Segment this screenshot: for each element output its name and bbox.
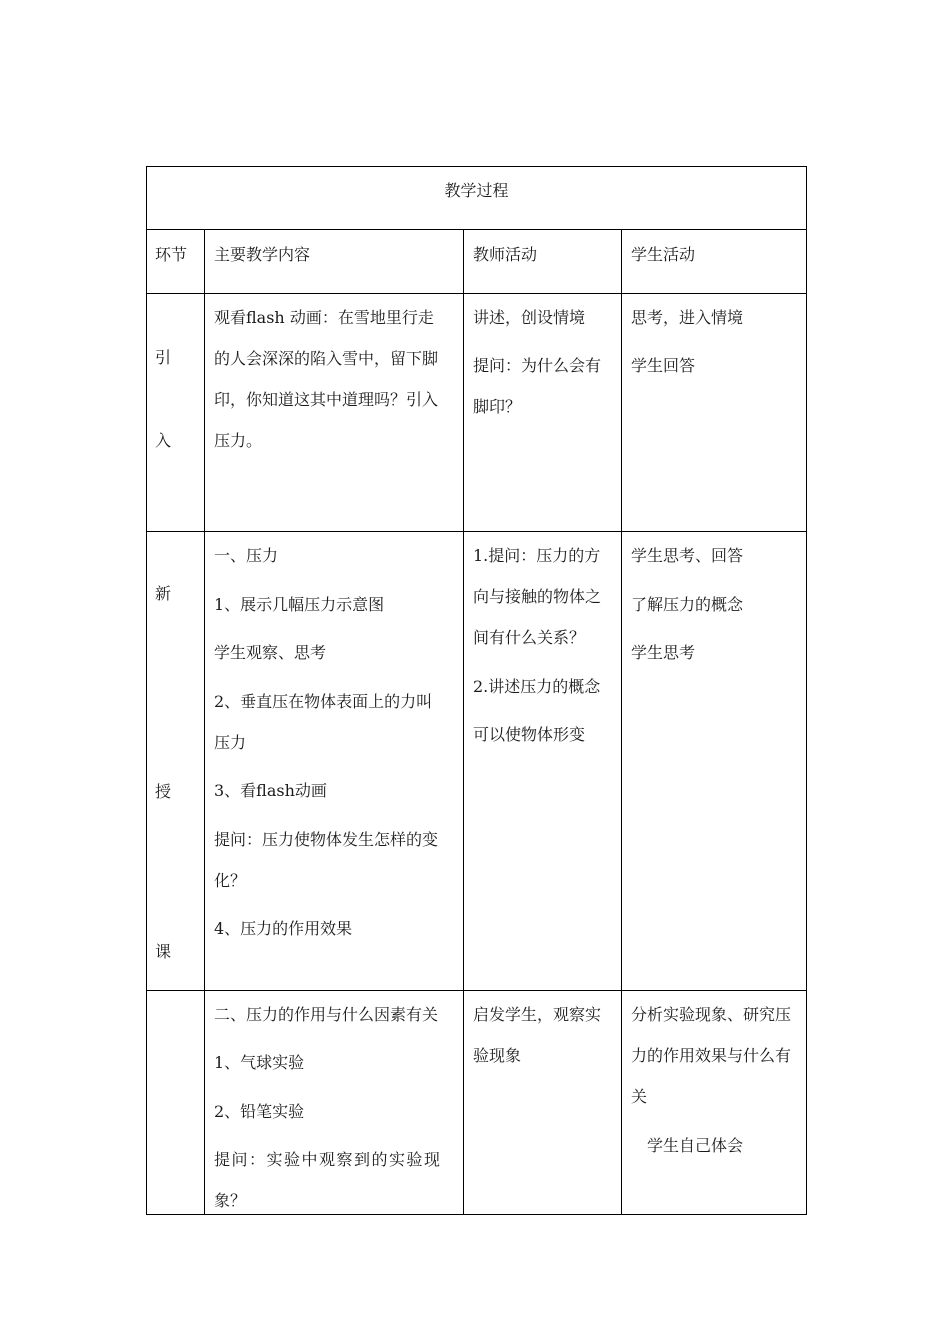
factors-content-line: 2、铅笔实验	[214, 1102, 305, 1121]
intro-content-line: 印，你知道这其中道理吗？引入	[214, 390, 439, 409]
stage-new-char: 新	[155, 584, 172, 603]
intro-teacher-line: 讲述，创设情境	[473, 308, 586, 327]
factors-content-line: 提问：实验中观察到的实验现	[214, 1150, 442, 1169]
column-divider	[204, 229, 205, 1214]
new-content-line: 提问：压力使物体发生怎样的变	[214, 830, 439, 849]
factors-teacher-line: 验现象	[473, 1046, 522, 1065]
intro-teacher-line: 脚印？	[473, 397, 522, 416]
intro-student-line: 学生回答	[631, 356, 696, 375]
stage-new-char: 课	[155, 942, 172, 961]
row-divider	[147, 293, 806, 294]
column-divider	[621, 229, 622, 1214]
table-title: 教学过程	[444, 181, 509, 200]
new-content-line: 1、展示几幅压力示意图	[214, 595, 385, 614]
new-content-line: 4、压力的作用效果	[214, 919, 353, 938]
stage-new-char: 授	[155, 782, 172, 801]
factors-content-line: 象？	[214, 1191, 247, 1210]
factors-student-line: 力的作用效果与什么有	[631, 1046, 792, 1065]
intro-teacher-line: 提问：为什么会有	[473, 356, 602, 375]
stage-intro-char: 入	[155, 431, 172, 450]
header-content: 主要教学内容	[214, 245, 311, 264]
header-student: 学生活动	[631, 245, 696, 264]
intro-content-line: 的人会深深的陷入雪中，留下脚	[214, 349, 439, 368]
new-content-line: 3、看flash动画	[214, 781, 327, 800]
stage-intro-char: 引	[155, 348, 172, 367]
row-divider	[147, 531, 806, 532]
factors-student-line: 关	[631, 1087, 648, 1106]
factors-student-line: 分析实验现象、研究压	[631, 1005, 792, 1024]
row-divider	[147, 990, 806, 991]
header-stage: 环节	[155, 245, 188, 264]
intro-student-line: 思考，进入情境	[631, 308, 744, 327]
factors-student-line: 学生自己体会	[647, 1136, 744, 1155]
row-divider	[147, 229, 806, 230]
new-teacher-line: 间有什么关系？	[473, 628, 586, 647]
new-content-line: 2、垂直压在物体表面上的力叫	[214, 692, 433, 711]
new-teacher-line: 可以使物体形变	[473, 725, 586, 744]
intro-content-line: 观看flash 动画：在雪地里行走	[214, 308, 434, 327]
new-teacher-line: 2.讲述压力的概念	[473, 677, 601, 696]
factors-content-line: 二、压力的作用与什么因素有关	[214, 1005, 439, 1024]
new-student-line: 了解压力的概念	[631, 595, 744, 614]
new-teacher-line: 1.提问：压力的方	[473, 546, 601, 565]
factors-teacher-line: 启发学生，观察实	[473, 1005, 602, 1024]
intro-content-line: 压力。	[214, 431, 263, 450]
new-content-line: 一、压力	[214, 546, 279, 565]
header-teacher: 教师活动	[473, 245, 538, 264]
column-divider	[463, 229, 464, 1214]
new-student-line: 学生思考	[631, 643, 696, 662]
new-content-line: 学生观察、思考	[214, 643, 327, 662]
new-student-line: 学生思考、回答	[631, 546, 744, 565]
new-teacher-line: 向与接触的物体之	[473, 587, 602, 606]
new-content-line: 压力	[214, 733, 247, 752]
factors-content-line: 1、气球实验	[214, 1053, 305, 1072]
new-content-line: 化？	[214, 871, 247, 890]
